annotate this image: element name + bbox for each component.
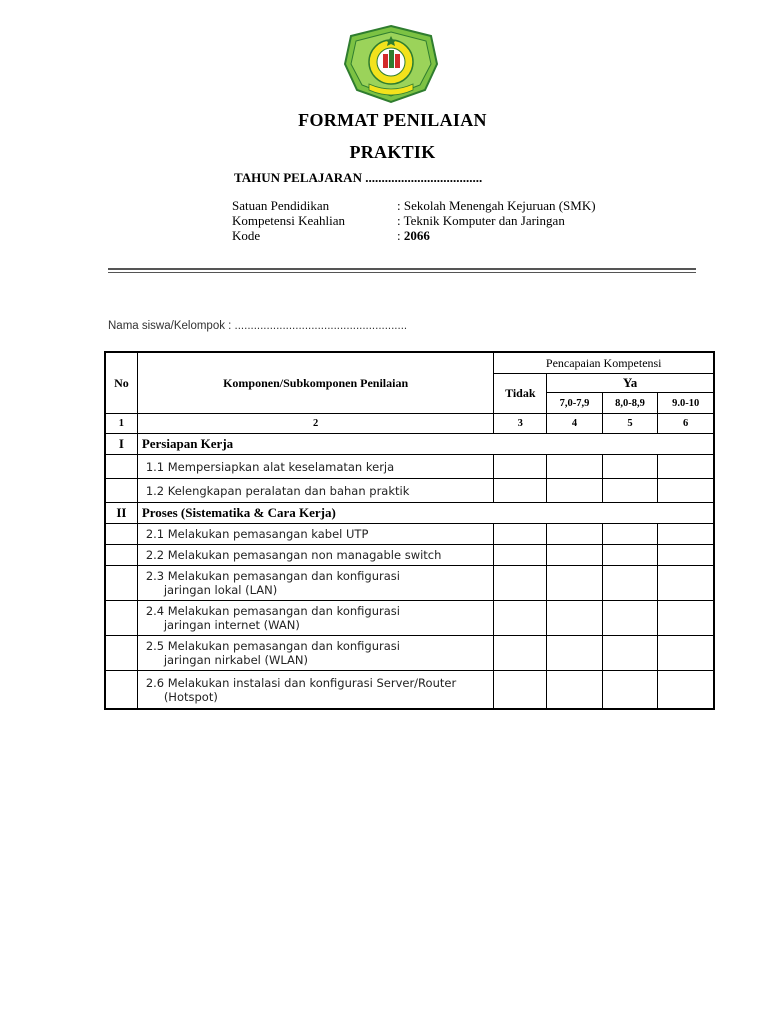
score-cell[interactable] <box>602 524 658 545</box>
no-cell <box>105 636 137 671</box>
school-emblem-icon <box>341 24 441 104</box>
component-cell <box>137 524 494 545</box>
info-row <box>232 228 596 243</box>
no-cell <box>105 479 137 503</box>
no-cell <box>105 455 137 479</box>
score-cell[interactable] <box>494 566 547 601</box>
component-cell <box>137 566 494 601</box>
score-cell[interactable] <box>602 455 658 479</box>
component-text-continued: (Hotspot) <box>163 689 218 704</box>
no-cell <box>105 566 137 601</box>
score-cell[interactable] <box>658 601 714 636</box>
score-cell[interactable] <box>494 455 547 479</box>
divider <box>108 268 696 270</box>
index-cell: 6 <box>658 414 714 434</box>
student-name-field: Nama siswa/Kelompok : ...................................................... <box>108 320 408 332</box>
component-text: 2.2 Melakukan pemasangan non managable switch <box>145 548 442 562</box>
score-cell[interactable] <box>547 455 603 479</box>
table-row <box>105 524 714 545</box>
score-cell[interactable] <box>494 636 547 671</box>
section-no: II <box>105 503 137 524</box>
score-cell[interactable] <box>547 671 603 710</box>
score-cell[interactable] <box>494 479 547 503</box>
info-colon: : <box>397 228 404 243</box>
info-key: Kompetensi Keahlian <box>232 213 345 228</box>
score-cell[interactable] <box>602 545 658 566</box>
table-row <box>105 671 714 710</box>
info-value: : Teknik Komputer dan Jaringan <box>397 213 565 228</box>
score-cell[interactable] <box>494 545 547 566</box>
info-row <box>232 213 596 228</box>
info-key: Kode <box>232 228 261 243</box>
table-row <box>105 545 714 566</box>
score-cell[interactable] <box>602 671 658 710</box>
score-cell[interactable] <box>547 545 603 566</box>
header-achievement: Pencapaian Kompetensi <box>494 352 714 374</box>
assessment-table <box>104 351 715 710</box>
divider <box>108 272 696 273</box>
document-title: FORMAT PENILAIAN <box>298 110 487 130</box>
score-cell[interactable] <box>658 636 714 671</box>
no-cell <box>105 671 137 710</box>
score-cell[interactable] <box>547 566 603 601</box>
section-row <box>105 503 714 524</box>
section-title: Proses (Sistematika & Cara Kerja) <box>137 503 714 524</box>
score-cell[interactable] <box>547 636 603 671</box>
code-value: 2066 <box>403 228 430 243</box>
header-score-range: 7,0-7,9 <box>547 393 603 414</box>
component-text: 1.1 Mempersiapkan alat keselamatan kerja <box>145 459 395 474</box>
score-cell[interactable] <box>602 636 658 671</box>
header-score-range: 8,0-8,9 <box>602 393 658 414</box>
score-cell[interactable] <box>547 601 603 636</box>
section-no: I <box>105 434 137 455</box>
component-text-continued: jaringan lokal (LAN) <box>163 583 278 597</box>
index-cell: 2 <box>137 414 494 434</box>
component-text: 2.6 Melakukan instalasi dan konfigurasi Server/Router <box>145 675 457 690</box>
info-value: : Sekolah Menengah Kejuruan (SMK) <box>397 198 596 213</box>
component-text: 1.2 Kelengkapan peralatan dan bahan praktik <box>145 483 410 498</box>
score-cell[interactable] <box>658 479 714 503</box>
info-key: Satuan Pendidikan <box>232 198 330 213</box>
index-cell: 4 <box>547 414 603 434</box>
document-subtitle: PRAKTIK <box>349 142 436 162</box>
info-row <box>232 198 596 213</box>
component-text: 2.5 Melakukan pemasangan dan konfigurasi <box>145 639 400 653</box>
component-cell <box>137 455 494 479</box>
no-cell <box>105 601 137 636</box>
header-no: No <box>105 352 137 414</box>
table-row <box>105 479 714 503</box>
component-cell <box>137 636 494 671</box>
header-tidak: Tidak <box>494 374 547 414</box>
academic-year-label: TAHUN PELAJARAN .................................... <box>234 170 483 185</box>
score-cell[interactable] <box>658 545 714 566</box>
score-cell[interactable] <box>658 524 714 545</box>
table-row <box>105 566 714 601</box>
score-cell[interactable] <box>602 479 658 503</box>
component-cell <box>137 601 494 636</box>
table-row <box>105 455 714 479</box>
section-row <box>105 434 714 455</box>
score-cell[interactable] <box>602 566 658 601</box>
score-cell[interactable] <box>658 455 714 479</box>
index-cell: 5 <box>602 414 658 434</box>
component-text-continued: jaringan internet (WAN) <box>163 618 300 632</box>
no-cell <box>105 524 137 545</box>
score-cell[interactable] <box>547 479 603 503</box>
header-component: Komponen/Subkomponen Penilaian <box>137 352 494 414</box>
component-text-continued: jaringan nirkabel (WLAN) <box>163 653 308 667</box>
index-cell: 1 <box>105 414 137 434</box>
index-row <box>105 414 714 434</box>
table-row <box>105 601 714 636</box>
info-block <box>232 198 596 243</box>
no-cell <box>105 545 137 566</box>
component-cell <box>137 545 494 566</box>
header-ya: Ya <box>547 374 714 393</box>
component-text: 2.4 Melakukan pemasangan dan konfigurasi <box>145 604 400 618</box>
score-cell[interactable] <box>658 671 714 710</box>
score-cell[interactable] <box>602 601 658 636</box>
component-cell <box>137 479 494 503</box>
score-cell[interactable] <box>494 601 547 636</box>
score-cell[interactable] <box>494 524 547 545</box>
score-cell[interactable] <box>547 524 603 545</box>
section-title: Persiapan Kerja <box>137 434 714 455</box>
table-row <box>105 636 714 671</box>
component-text: 2.3 Melakukan pemasangan dan konfigurasi <box>145 569 400 583</box>
component-cell <box>137 671 494 710</box>
score-cell[interactable] <box>658 566 714 601</box>
info-value <box>397 228 430 243</box>
score-cell[interactable] <box>494 671 547 710</box>
index-cell: 3 <box>494 414 547 434</box>
header-score-range: 9.0-10 <box>658 393 714 414</box>
component-text: 2.1 Melakukan pemasangan kabel UTP <box>145 527 369 541</box>
